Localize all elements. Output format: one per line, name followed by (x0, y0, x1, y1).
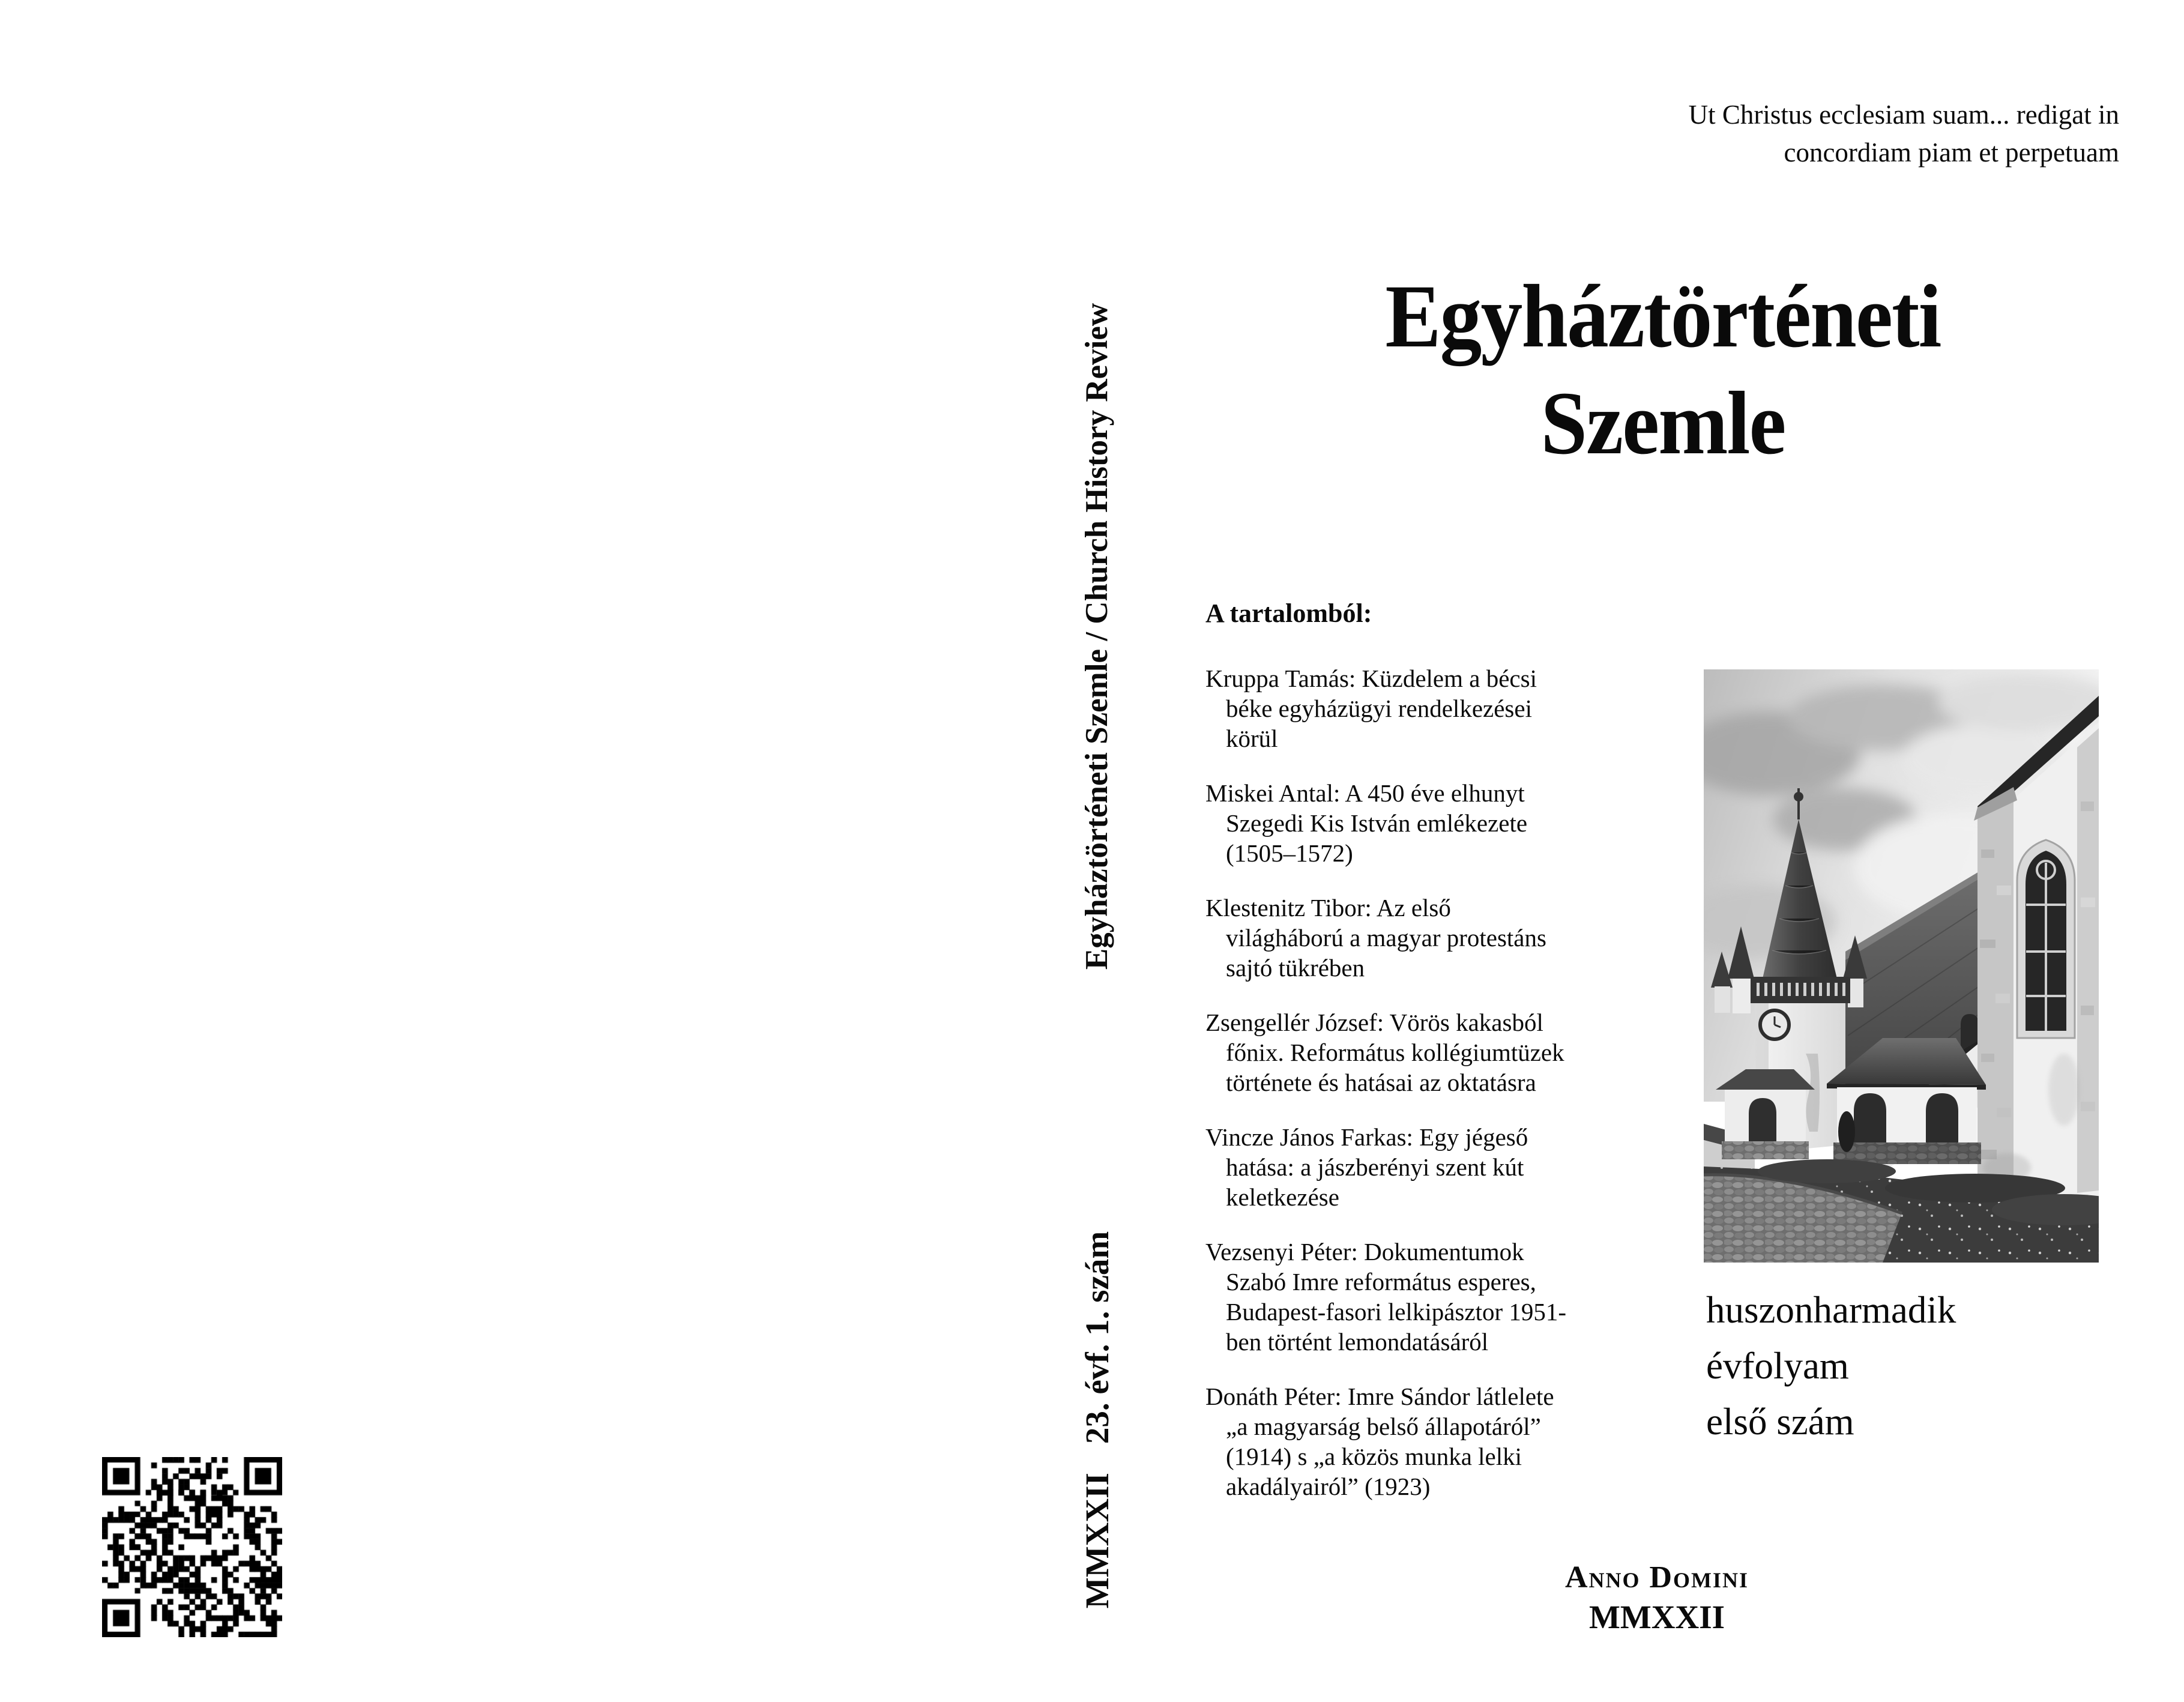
toc-line: sajtó tükrében (1226, 954, 1365, 982)
toc-line: főnix. Református kollégiumtüzek (1226, 1039, 1564, 1066)
volume-line-2: évfolyam (1706, 1345, 1849, 1387)
toc-line: Vezsenyi Péter: Dokumentumok (1205, 1238, 1524, 1266)
qr-code (102, 1457, 282, 1637)
toc-line: (1505–1572) (1226, 839, 1353, 867)
journal-title-line-1: Egyháztörténeti (1385, 267, 1941, 366)
toc-line: hatása: a jászberényi szent kút (1226, 1153, 1524, 1181)
toc-line: keletkezése (1226, 1183, 1339, 1211)
spine-title (1075, 234, 1118, 1039)
toc-line: Donáth Péter: Imre Sándor látlelete (1205, 1383, 1554, 1410)
toc-line: ben történt lemondatásáról (1226, 1328, 1489, 1356)
toc-line: „a magyarság belső állapotáról” (1226, 1413, 1541, 1440)
toc-line: Szabó Imre református esperes, (1226, 1268, 1536, 1296)
toc-line: (1914) s „a közös munka lelki (1226, 1443, 1522, 1470)
epigraph (1689, 96, 2119, 172)
spine-info (1075, 1210, 1118, 1630)
spine-issue: 23. évf. 1. szám (1078, 1231, 1115, 1444)
spine-year: MMXXII (1078, 1473, 1115, 1609)
journal-title-line-2: Szemle (1540, 373, 1785, 473)
journal-title (1244, 263, 2082, 477)
toc-line: világháború a magyar protestáns (1226, 924, 1546, 952)
church-photo-art (1704, 669, 2099, 1263)
toc-line: Szegedi Kis István emlékezete (1226, 809, 1528, 837)
imprint-anno-domini: Anno Domini (1564, 1560, 1749, 1595)
volume-line-3: első szám (1706, 1401, 1854, 1443)
toc-line: Kruppa Tamás: Küzdelem a bécsi (1205, 665, 1537, 692)
toc-line: körül (1226, 725, 1278, 752)
church-photo (1704, 669, 2099, 1263)
toc-line: Miskei Antal: A 450 éve elhunyt (1205, 779, 1525, 807)
toc-line: Budapest-fasori lelkipásztor 1951- (1226, 1298, 1567, 1326)
imprint (1213, 1559, 2101, 1638)
epigraph-line-1: Ut Christus ecclesiam suam... redigat in (1688, 100, 2119, 130)
toc-line: Zsengellér József: Vörös kakasból (1205, 1009, 1543, 1036)
volume-info (1706, 1282, 1956, 1450)
toc-line: története és hatásai az oktatásra (1226, 1069, 1536, 1096)
toc-line: Klestenitz Tibor: Az első (1205, 894, 1451, 922)
toc-line: akadályairól” (1923) (1226, 1473, 1431, 1500)
toc-line: béke egyházügyi rendelkezései (1226, 695, 1532, 722)
imprint-year: MMXXII (1588, 1599, 1725, 1635)
volume-line-1: huszonharmadik (1706, 1289, 1956, 1331)
contents-header: A tartalomból: (1205, 599, 1372, 628)
spine-title-text: Egyháztörténeti Szemle / Church History Review (1079, 303, 1114, 970)
toc-line: Vincze János Farkas: Egy jégeső (1205, 1123, 1528, 1151)
epigraph-line-2: concordiam piam et perpetuam (1784, 137, 2119, 167)
